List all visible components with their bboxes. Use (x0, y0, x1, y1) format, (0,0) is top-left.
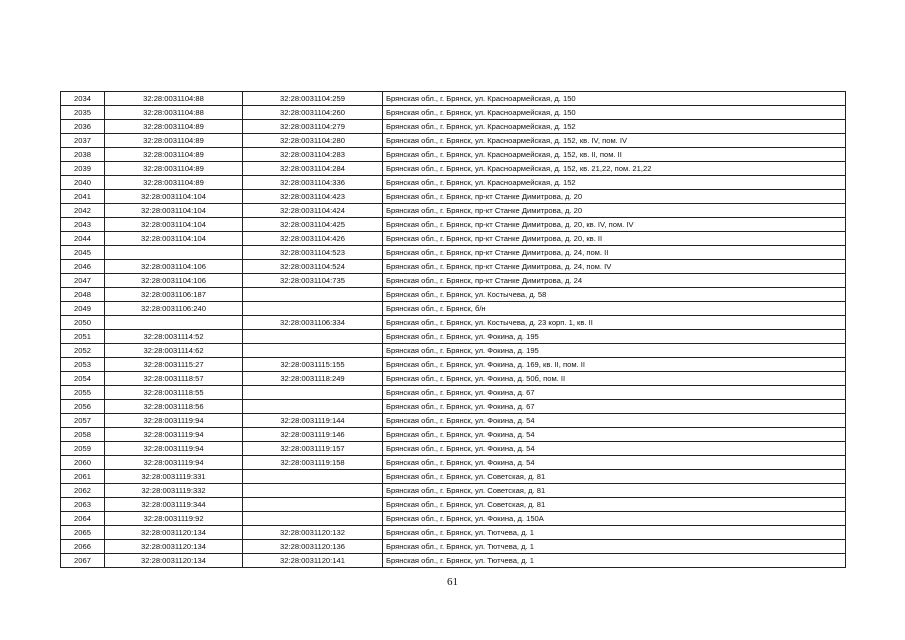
land-plot-cadastral-cell: 32:28:0031120:134 (105, 540, 243, 554)
object-cadastral-cell: 32:28:0031118:249 (243, 372, 383, 386)
table-row (61, 232, 846, 246)
object-cadastral-cell (243, 386, 383, 400)
land-plot-cadastral-cell: 32:28:0031118:57 (105, 372, 243, 386)
land-plot-cadastral-cell: 32:28:0031119:94 (105, 456, 243, 470)
object-cadastral-cell (243, 400, 383, 414)
row-number-cell: 2036 (61, 120, 105, 134)
table-row (61, 218, 846, 232)
row-number-cell: 2059 (61, 442, 105, 456)
row-number-cell: 2051 (61, 330, 105, 344)
land-plot-cadastral-cell: 32:28:0031119:331 (105, 470, 243, 484)
object-cadastral-cell (243, 512, 383, 526)
address-cell: Брянская обл., г. Брянск, пр-кт Станке Димитрова, д. 24, пом. IV (383, 260, 846, 274)
table-row (61, 330, 846, 344)
row-number-cell: 2060 (61, 456, 105, 470)
table-row (61, 414, 846, 428)
land-plot-cadastral-cell: 32:28:0031104:88 (105, 92, 243, 106)
land-plot-cadastral-cell: 32:28:0031120:134 (105, 554, 243, 568)
land-plot-cadastral-cell: 32:28:0031118:56 (105, 400, 243, 414)
address-cell: Брянская обл., г. Брянск, ул. Советская, д. 81 (383, 484, 846, 498)
address-cell: Брянская обл., г. Брянск, ул. Костычева, д. 58 (383, 288, 846, 302)
land-plot-cadastral-cell: 32:28:0031106:187 (105, 288, 243, 302)
object-cadastral-cell: 32:28:0031119:158 (243, 456, 383, 470)
row-number-cell: 2062 (61, 484, 105, 498)
object-cadastral-cell: 32:28:0031120:132 (243, 526, 383, 540)
land-plot-cadastral-cell: 32:28:0031104:89 (105, 134, 243, 148)
table-row (61, 498, 846, 512)
row-number-cell: 2048 (61, 288, 105, 302)
address-cell: Брянская обл., г. Брянск, ул. Красноармейская, д. 150 (383, 106, 846, 120)
object-cadastral-cell: 32:28:0031106:334 (243, 316, 383, 330)
land-plot-cadastral-cell: 32:28:0031119:92 (105, 512, 243, 526)
object-cadastral-cell (243, 470, 383, 484)
land-plot-cadastral-cell: 32:28:0031104:89 (105, 176, 243, 190)
object-cadastral-cell (243, 484, 383, 498)
address-cell: Брянская обл., г. Брянск, ул. Тютчева, д. 1 (383, 554, 846, 568)
land-plot-cadastral-cell: 32:28:0031114:62 (105, 344, 243, 358)
land-plot-cadastral-cell: 32:28:0031114:52 (105, 330, 243, 344)
row-number-cell: 2055 (61, 386, 105, 400)
address-cell: Брянская обл., г. Брянск, ул. Фокина, д. 150А (383, 512, 846, 526)
table-row (61, 260, 846, 274)
table-row (61, 92, 846, 106)
address-cell: Брянская обл., г. Брянск, пр-кт Станке Димитрова, д. 24 (383, 274, 846, 288)
table-row (61, 246, 846, 260)
cadastral-table (60, 91, 846, 568)
land-plot-cadastral-cell: 32:28:0031104:89 (105, 120, 243, 134)
table-row (61, 190, 846, 204)
object-cadastral-cell: 32:28:0031104:424 (243, 204, 383, 218)
object-cadastral-cell (243, 498, 383, 512)
land-plot-cadastral-cell: 32:28:0031115:27 (105, 358, 243, 372)
table-row (61, 106, 846, 120)
row-number-cell: 2034 (61, 92, 105, 106)
land-plot-cadastral-cell: 32:28:0031119:344 (105, 498, 243, 512)
table-row (61, 176, 846, 190)
address-cell: Брянская обл., г. Брянск, ул. Советская, д. 81 (383, 498, 846, 512)
address-cell: Брянская обл., г. Брянск, ул. Красноармейская, д. 152 (383, 176, 846, 190)
row-number-cell: 2045 (61, 246, 105, 260)
object-cadastral-cell: 32:28:0031104:260 (243, 106, 383, 120)
table-row (61, 554, 846, 568)
land-plot-cadastral-cell (105, 246, 243, 260)
object-cadastral-cell: 32:28:0031104:259 (243, 92, 383, 106)
address-cell: Брянская обл., г. Брянск, пр-кт Станке Димитрова, д. 20, кв. IV, пом. IV (383, 218, 846, 232)
table-row (61, 162, 846, 176)
row-number-cell: 2046 (61, 260, 105, 274)
land-plot-cadastral-cell: 32:28:0031104:88 (105, 106, 243, 120)
land-plot-cadastral-cell: 32:28:0031119:94 (105, 442, 243, 456)
table-row (61, 302, 846, 316)
row-number-cell: 2057 (61, 414, 105, 428)
address-cell: Брянская обл., г. Брянск, ул. Красноармейская, д. 152, кв. IV, пом. IV (383, 134, 846, 148)
row-number-cell: 2054 (61, 372, 105, 386)
table-row (61, 512, 846, 526)
row-number-cell: 2042 (61, 204, 105, 218)
address-cell: Брянская обл., г. Брянск, ул. Фокина, д. 169, кв. II, пом. II (383, 358, 846, 372)
row-number-cell: 2044 (61, 232, 105, 246)
object-cadastral-cell: 32:28:0031120:141 (243, 554, 383, 568)
land-plot-cadastral-cell: 32:28:0031104:89 (105, 148, 243, 162)
row-number-cell: 2061 (61, 470, 105, 484)
table-row (61, 358, 846, 372)
address-cell: Брянская обл., г. Брянск, ул. Тютчева, д. 1 (383, 540, 846, 554)
row-number-cell: 2064 (61, 512, 105, 526)
land-plot-cadastral-cell: 32:28:0031120:134 (105, 526, 243, 540)
table-row (61, 386, 846, 400)
object-cadastral-cell: 32:28:0031119:157 (243, 442, 383, 456)
land-plot-cadastral-cell: 32:28:0031119:94 (105, 428, 243, 442)
land-plot-cadastral-cell: 32:28:0031104:89 (105, 162, 243, 176)
page-number: 61 (447, 576, 458, 588)
land-plot-cadastral-cell: 32:28:0031104:104 (105, 190, 243, 204)
address-cell: Брянская обл., г. Брянск, ул. Тютчева, д. 1 (383, 526, 846, 540)
object-cadastral-cell: 32:28:0031104:425 (243, 218, 383, 232)
land-plot-cadastral-cell: 32:28:0031104:104 (105, 204, 243, 218)
land-plot-cadastral-cell: 32:28:0031104:104 (105, 232, 243, 246)
land-plot-cadastral-cell: 32:28:0031119:332 (105, 484, 243, 498)
table-body (61, 92, 846, 568)
address-cell: Брянская обл., г. Брянск, ул. Фокина, д. 67 (383, 386, 846, 400)
row-number-cell: 2053 (61, 358, 105, 372)
table-row (61, 204, 846, 218)
table-row (61, 428, 846, 442)
table-row (61, 470, 846, 484)
address-cell: Брянская обл., г. Брянск, ул. Фокина, д. 67 (383, 400, 846, 414)
land-plot-cadastral-cell: 32:28:0031119:94 (105, 414, 243, 428)
table-row (61, 456, 846, 470)
table-row (61, 484, 846, 498)
table-row (61, 344, 846, 358)
address-cell: Брянская обл., г. Брянск, пр-кт Станке Димитрова, д. 20, кв. II (383, 232, 846, 246)
row-number-cell: 2035 (61, 106, 105, 120)
row-number-cell: 2066 (61, 540, 105, 554)
row-number-cell: 2049 (61, 302, 105, 316)
table-row (61, 120, 846, 134)
address-cell: Брянская обл., г. Брянск, пр-кт Станке Димитрова, д. 24, пом. II (383, 246, 846, 260)
address-cell: Брянская обл., г. Брянск, ул. Фокина, д. 195 (383, 330, 846, 344)
row-number-cell: 2040 (61, 176, 105, 190)
object-cadastral-cell: 32:28:0031104:280 (243, 134, 383, 148)
address-cell: Брянская обл., г. Брянск, ул. Красноармейская, д. 152 (383, 120, 846, 134)
table-row (61, 134, 846, 148)
address-cell: Брянская обл., г. Брянск, пр-кт Станке Димитрова, д. 20 (383, 204, 846, 218)
address-cell: Брянская обл., г. Брянск, пр-кт Станке Димитрова, д. 20 (383, 190, 846, 204)
object-cadastral-cell: 32:28:0031104:423 (243, 190, 383, 204)
row-number-cell: 2038 (61, 148, 105, 162)
table-row (61, 316, 846, 330)
land-plot-cadastral-cell: 32:28:0031104:106 (105, 260, 243, 274)
row-number-cell: 2047 (61, 274, 105, 288)
land-plot-cadastral-cell: 32:28:0031106:240 (105, 302, 243, 316)
object-cadastral-cell (243, 330, 383, 344)
table-row (61, 442, 846, 456)
table-row (61, 400, 846, 414)
land-plot-cadastral-cell: 32:28:0031118:55 (105, 386, 243, 400)
table-row (61, 372, 846, 386)
address-cell: Брянская обл., г. Брянск, б/н (383, 302, 846, 316)
object-cadastral-cell: 32:28:0031104:735 (243, 274, 383, 288)
object-cadastral-cell (243, 344, 383, 358)
table-row (61, 274, 846, 288)
object-cadastral-cell: 32:28:0031104:284 (243, 162, 383, 176)
row-number-cell: 2063 (61, 498, 105, 512)
row-number-cell: 2058 (61, 428, 105, 442)
row-number-cell: 2043 (61, 218, 105, 232)
address-cell: Брянская обл., г. Брянск, ул. Советская, д. 81 (383, 470, 846, 484)
address-cell: Брянская обл., г. Брянск, ул. Красноармейская, д. 152, кв. 21,22, пом. 21,22 (383, 162, 846, 176)
row-number-cell: 2041 (61, 190, 105, 204)
table-row (61, 148, 846, 162)
row-number-cell: 2050 (61, 316, 105, 330)
land-plot-cadastral-cell: 32:28:0031104:106 (105, 274, 243, 288)
object-cadastral-cell: 32:28:0031104:279 (243, 120, 383, 134)
row-number-cell: 2039 (61, 162, 105, 176)
object-cadastral-cell: 32:28:0031119:146 (243, 428, 383, 442)
object-cadastral-cell: 32:28:0031104:523 (243, 246, 383, 260)
address-cell: Брянская обл., г. Брянск, ул. Фокина, д. 54 (383, 428, 846, 442)
row-number-cell: 2052 (61, 344, 105, 358)
address-cell: Брянская обл., г. Брянск, ул. Фокина, д. 54 (383, 414, 846, 428)
address-cell: Брянская обл., г. Брянск, ул. Фокина, д. 54 (383, 442, 846, 456)
address-cell: Брянская обл., г. Брянск, ул. Костычева, д. 23 корп. 1, кв. II (383, 316, 846, 330)
object-cadastral-cell: 32:28:0031115:155 (243, 358, 383, 372)
row-number-cell: 2065 (61, 526, 105, 540)
object-cadastral-cell: 32:28:0031104:283 (243, 148, 383, 162)
land-plot-cadastral-cell: 32:28:0031104:104 (105, 218, 243, 232)
object-cadastral-cell (243, 302, 383, 316)
row-number-cell: 2067 (61, 554, 105, 568)
row-number-cell: 2037 (61, 134, 105, 148)
address-cell: Брянская обл., г. Брянск, ул. Красноармейская, д. 150 (383, 92, 846, 106)
object-cadastral-cell: 32:28:0031104:426 (243, 232, 383, 246)
address-cell: Брянская обл., г. Брянск, ул. Красноармейская, д. 152, кв. II, пом. II (383, 148, 846, 162)
address-cell: Брянская обл., г. Брянск, ул. Фокина, д. 50б, пом. II (383, 372, 846, 386)
object-cadastral-cell: 32:28:0031104:336 (243, 176, 383, 190)
table-row (61, 526, 846, 540)
table-row (61, 540, 846, 554)
address-cell: Брянская обл., г. Брянск, ул. Фокина, д. 195 (383, 344, 846, 358)
object-cadastral-cell: 32:28:0031104:524 (243, 260, 383, 274)
table-row (61, 288, 846, 302)
object-cadastral-cell (243, 288, 383, 302)
address-cell: Брянская обл., г. Брянск, ул. Фокина, д. 54 (383, 456, 846, 470)
row-number-cell: 2056 (61, 400, 105, 414)
land-plot-cadastral-cell (105, 316, 243, 330)
object-cadastral-cell: 32:28:0031119:144 (243, 414, 383, 428)
object-cadastral-cell: 32:28:0031120:136 (243, 540, 383, 554)
